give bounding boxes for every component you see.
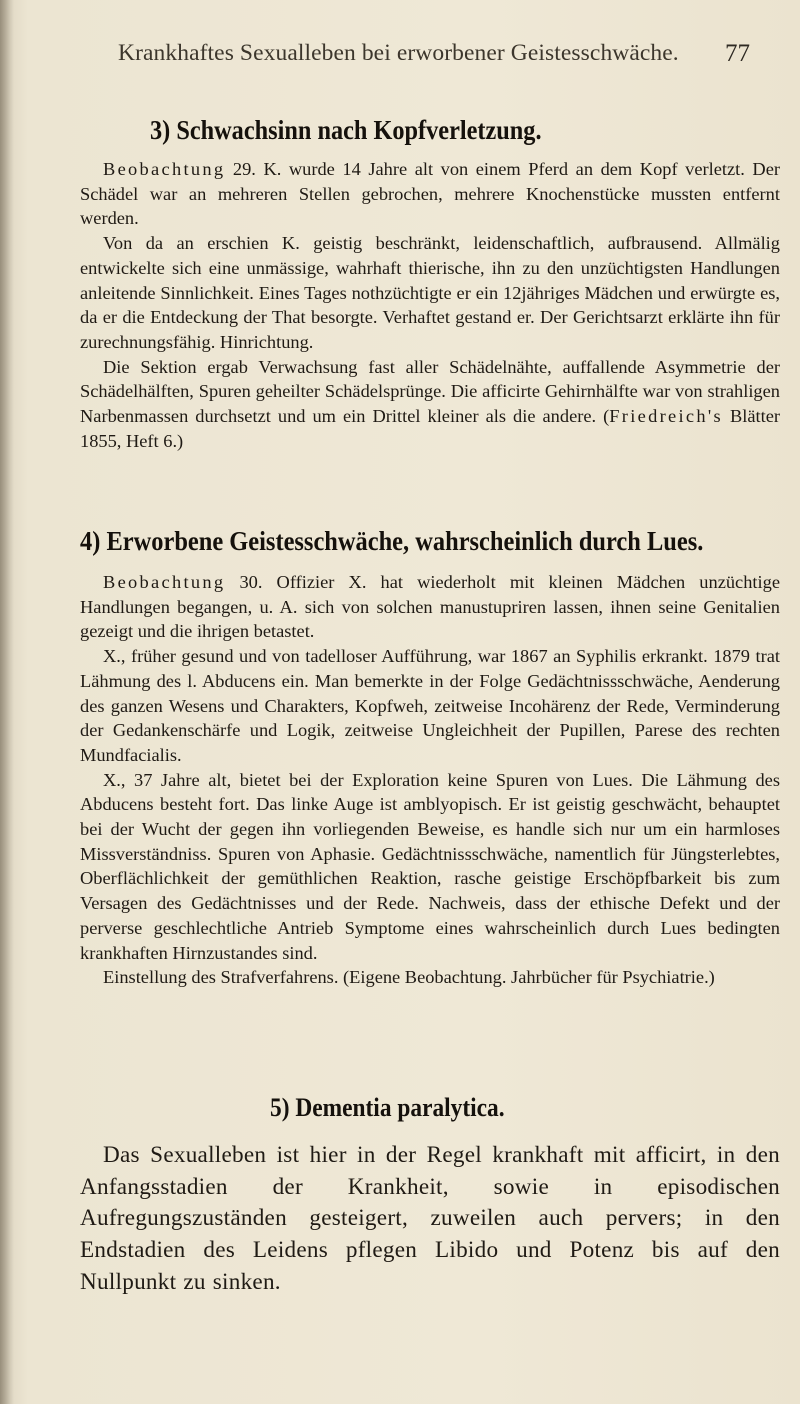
observation-30-outcome: Einstellung des Strafverfahrens. (Eigene Beobachtung. Jahrbücher für Psychiatrie.)	[103, 967, 715, 988]
observation-30-intro	[80, 570, 780, 644]
observation-29-course: Von da an erschien K. geistig beschränkt, leidenschaftlich, aufbrausend. Allmälig entwickelte sich eine unmässige, wahrhaft thierische, ihn zu den unzüchtigsten Handlungen anleitende Sinnlichkeit. Eines Tages nothzüchtigte er ein 12jähriges Mädchen und erwürgte es, da er die Entdeckung der That besorgte. Verhaftet gestand er. Der Gerichtsarzt erklärte ihn für zurechnungsfähig. Hinrichtung.	[80, 233, 780, 352]
dementia-paralytica-paragraph: Das Sexualleben ist hier in der Regel krankhaft mit afficirt, in den Anfangsstadien der Krankheit, sowie in episodischen Aufregungszuständen gesteigert, zuweilen auch pervers; in den Endstadien des Leidens pflegen Libido und Potenz bis auf den Nullpunkt zu sinken.	[80, 1142, 780, 1295]
section-4-heading: 4) Erworbene Geistesschwäche, wahrscheinlich durch Lues.	[80, 526, 704, 556]
source-citation: Blätter 1855, Heft 6.)	[80, 406, 780, 451]
observation-29-text: 29. K. wurde 14 Jahre alt von einem Pferd an dem Kopf verletzt. Der Schädel war an mehreren Stellen gebrochen, mehrere Knochenstücke mussten entfernt werden.	[80, 159, 780, 229]
section-3-body	[80, 157, 780, 453]
observation-30-history: X., früher gesund und von tadelloser Aufführung, war 1867 an Syphilis erkrankt. 1879 trat Lähmung des l. Abducens ein. Man bemerkte in der Folge Gedächtnissschwäche, Aenderung des ganzen Wesens und Charakters, Kopfweh, zeitweise Incohärenz der Rede, Verminderung der Gedankenschärfe und Logik, zeitweise Ungleichheit der Pupillen, Parese des rechten Mundfacialis.	[80, 646, 780, 765]
running-head	[0, 40, 800, 80]
section-4-body	[80, 570, 780, 990]
gutter-shadow	[0, 0, 14, 1404]
observation-29-intro	[80, 157, 780, 231]
section-3-heading: 3) Schwachsinn nach Kopfverletzung.	[150, 115, 542, 145]
observation-30-text: 30. Offizier X. hat wiederholt mit kleinen Mädchen unzüchtige Handlungen begangen, u. A. sich von solchen manustupriren lassen, ihnen seine Genitalien gezeigt und die ihrigen betastet.	[80, 572, 780, 642]
observation-label: Beobachtung	[103, 159, 226, 179]
observation-30-exploration: X., 37 Jahre alt, bietet bei der Exploration keine Spuren von Lues. Die Lähmung des Abducens besteht fort. Das linke Auge ist amblyopisch. Er ist geistig geschwächt, behauptet bei der Wucht der gegen ihn vorliegenden Beweise, es handle sich nur um ein harmloses Missverständniss. Spuren von Aphasie. Gedächtnissschwäche, namentlich für Jüngsterlebtes, Oberflächlichkeit der gemüthlichen Reaktion, rasche geistige Erschöpfbarkeit bis zum Versagen des Gedächtnisses und der Rede. Nachweis, dass der ethische Defekt und der perverse geschlechtliche Antrieb Symptome eines wahrscheinlich durch Lues bedingten krankhaften Hirnzustandes sind.	[80, 769, 780, 963]
observation-label: Beobachtung	[103, 572, 226, 592]
source-author: Friedreich's	[609, 406, 723, 427]
observation-29-autopsy	[80, 355, 780, 454]
section-5-body	[80, 1140, 780, 1299]
section-5-heading: 5) Dementia paralytica.	[270, 1093, 505, 1122]
page-number: 77	[725, 40, 750, 67]
autopsy-text: Die Sektion ergab Verwachsung fast aller Schädelnähte, auffallende Asymmetrie der Schädelhälften, Spuren geheilter Schädelsprünge. Die afficirte Gehirnhälfte war von strahligen Narbenmassen durchsetzt und um ein Drittel kleiner als die andere. (	[80, 356, 780, 427]
running-title: Krankhaftes Sexualleben bei erworbener Geistesschwäche.	[118, 40, 679, 66]
